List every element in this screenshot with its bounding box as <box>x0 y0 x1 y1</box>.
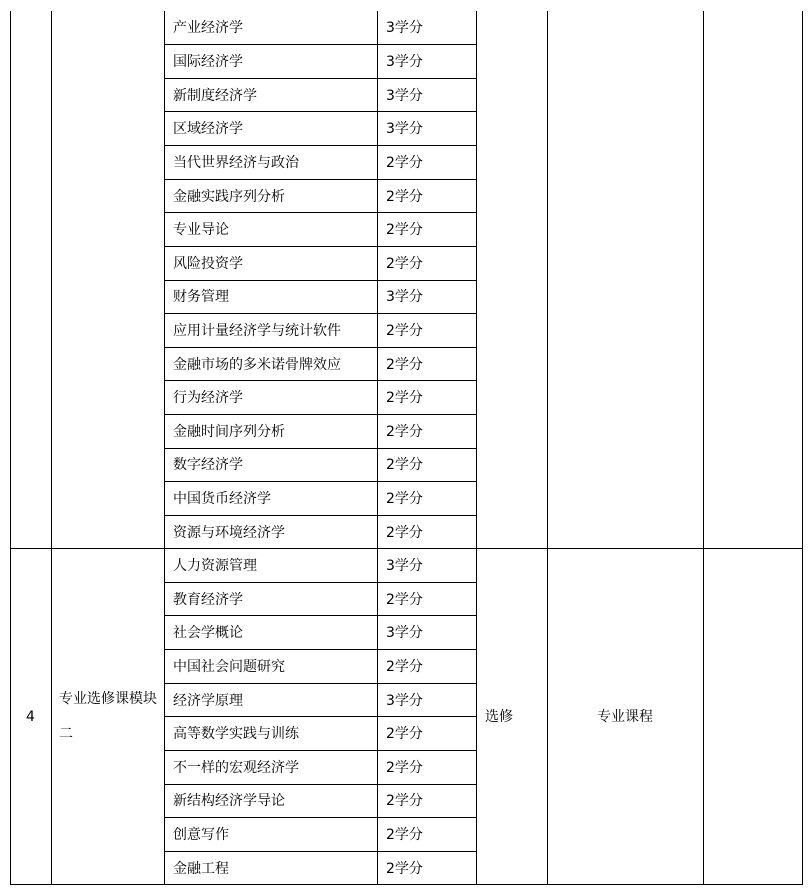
course-credit: 2学分 <box>386 793 423 809</box>
course-name: 国际经济学 <box>173 54 243 70</box>
course-credit: 3学分 <box>386 693 423 709</box>
course-credit: 2学分 <box>386 256 423 272</box>
course-name: 风险投资学 <box>173 256 243 272</box>
row-divider <box>164 481 477 482</box>
course-credit: 2学分 <box>386 726 423 742</box>
course-credit: 3学分 <box>386 121 423 137</box>
course-credit: 2学分 <box>386 424 423 440</box>
row-divider <box>164 280 477 281</box>
course-credit: 2学分 <box>386 357 423 373</box>
course-name: 人力资源管理 <box>173 558 257 574</box>
row-divider <box>164 212 477 213</box>
course-credit: 2学分 <box>386 525 423 541</box>
row-divider <box>164 817 477 818</box>
row-divider <box>164 145 477 146</box>
row-divider <box>164 515 477 516</box>
table-line <box>703 11 704 884</box>
course-credit: 2学分 <box>386 827 423 843</box>
course-name: 资源与环境经济学 <box>173 525 285 541</box>
row-divider <box>164 582 477 583</box>
course-name: 金融工程 <box>173 861 229 877</box>
row-divider <box>164 78 477 79</box>
row-divider <box>164 649 477 650</box>
row-divider <box>164 44 477 45</box>
module-name: 专业选修课模块二 <box>59 691 157 742</box>
course-credit: 3学分 <box>386 20 423 36</box>
row-index: 4 <box>26 709 35 725</box>
table-line <box>547 11 548 884</box>
course-credit: 2学分 <box>386 659 423 675</box>
course-name: 经济学原理 <box>173 693 243 709</box>
course-name: 教育经济学 <box>173 592 243 608</box>
row-divider <box>164 851 477 852</box>
table-line <box>10 11 11 884</box>
course-type: 选修 <box>485 709 513 725</box>
course-credit: 2学分 <box>386 592 423 608</box>
course-name: 不一样的宏观经济学 <box>173 760 299 776</box>
course-credit: 3学分 <box>386 54 423 70</box>
row-divider <box>164 448 477 449</box>
row-divider <box>164 111 477 112</box>
row-divider <box>164 380 477 381</box>
course-category: 专业课程 <box>597 709 653 725</box>
row-divider <box>164 683 477 684</box>
course-name: 专业导论 <box>173 222 229 238</box>
row-divider <box>164 347 477 348</box>
course-credit: 2学分 <box>386 861 423 877</box>
table-line <box>51 11 52 884</box>
course-credit: 2学分 <box>386 222 423 238</box>
row-divider <box>164 246 477 247</box>
course-name: 新结构经济学导论 <box>173 793 285 809</box>
row-divider <box>164 179 477 180</box>
table-bottom-border <box>10 884 803 885</box>
course-name: 金融市场的多米诺骨牌效应 <box>173 357 341 373</box>
row-divider <box>164 414 477 415</box>
course-name: 金融时间序列分析 <box>173 424 285 440</box>
course-name: 创意写作 <box>173 827 229 843</box>
row-divider <box>164 750 477 751</box>
course-name: 高等数学实践与训练 <box>173 726 299 742</box>
course-credit: 3学分 <box>386 558 423 574</box>
course-credit: 2学分 <box>386 323 423 339</box>
course-name: 财务管理 <box>173 289 229 305</box>
course-name: 金融实践序列分析 <box>173 189 285 205</box>
table-line <box>802 11 803 884</box>
course-credit: 2学分 <box>386 155 423 171</box>
course-credit: 2学分 <box>386 760 423 776</box>
row-divider <box>164 784 477 785</box>
row-divider <box>164 313 477 314</box>
module-divider <box>10 548 803 549</box>
course-name: 中国货币经济学 <box>173 491 271 507</box>
course-credit: 3学分 <box>386 625 423 641</box>
course-credit: 2学分 <box>386 189 423 205</box>
course-credit: 2学分 <box>386 457 423 473</box>
course-credit: 3学分 <box>386 88 423 104</box>
course-name: 中国社会问题研究 <box>173 659 285 675</box>
course-credit: 2学分 <box>386 390 423 406</box>
course-name: 应用计量经济学与统计软件 <box>173 323 341 339</box>
course-name: 数字经济学 <box>173 457 243 473</box>
course-name: 社会学概论 <box>173 625 243 641</box>
course-credit: 2学分 <box>386 491 423 507</box>
course-name: 行为经济学 <box>173 390 243 406</box>
course-credit: 3学分 <box>386 289 423 305</box>
course-name: 区域经济学 <box>173 121 243 137</box>
row-divider <box>164 716 477 717</box>
row-divider <box>164 615 477 616</box>
course-name: 新制度经济学 <box>173 88 257 104</box>
course-name: 产业经济学 <box>173 20 243 36</box>
course-name: 当代世界经济与政治 <box>173 155 299 171</box>
